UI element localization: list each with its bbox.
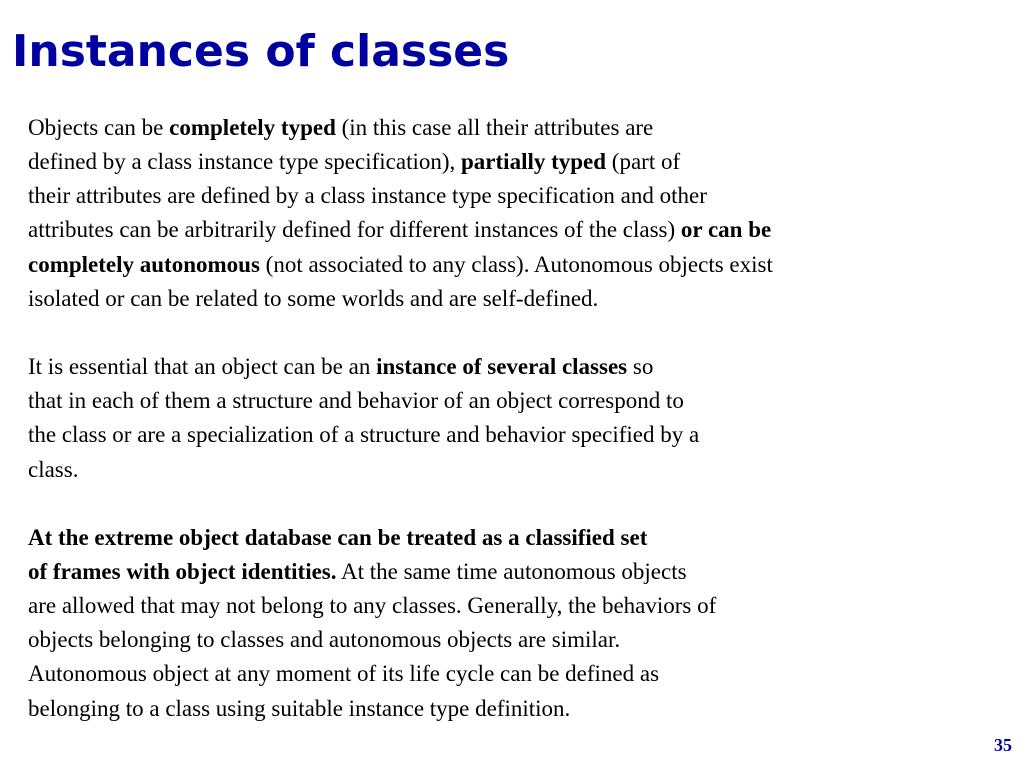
text-run: isolated or can be related to some worlds and are self-defined. <box>28 285 599 311</box>
text-run: (not associated to any class). Autonomous objects exist <box>259 251 773 277</box>
text-run: It is essential that an object can be an <box>28 354 377 380</box>
text-line <box>28 350 1008 384</box>
bold-text-run: instance of several classes <box>376 354 628 380</box>
bold-text-run: At the extreme object database can be treated as a classified set <box>28 524 648 550</box>
bold-text-run: of frames with object identities. <box>28 559 337 584</box>
text-line <box>28 145 1008 179</box>
text-run: defined by a class instance type specification), <box>28 149 462 175</box>
text-line <box>28 248 1008 282</box>
text-line <box>28 111 1008 145</box>
slide-body <box>28 111 1008 726</box>
text-run: Objects can be <box>28 115 170 140</box>
text-line <box>28 418 1008 452</box>
text-line <box>28 692 1008 726</box>
text-run: that in each of them a structure and behavior of an object correspond to <box>28 388 684 414</box>
text-run: (in this case all their attributes are <box>335 115 654 140</box>
text-run: belonging to a class using suitable instance type definition. <box>28 695 571 721</box>
text-line <box>28 282 1008 316</box>
paragraph <box>28 350 1008 487</box>
text-line <box>28 521 1008 555</box>
text-run: Autonomous object at any moment of its life cycle can be defined as <box>28 661 660 687</box>
text-line <box>28 623 1008 657</box>
text-run: At the same time autonomous objects <box>336 559 687 584</box>
bold-text-run: or can be <box>680 217 772 243</box>
text-run: (part of <box>606 149 681 175</box>
text-run: objects belonging to classes and autonomous objects are similar. <box>28 627 621 653</box>
text-run: so <box>627 354 654 380</box>
text-line <box>28 453 1008 487</box>
paragraph <box>28 521 1008 726</box>
text-line <box>28 384 1008 418</box>
text-line <box>28 589 1008 623</box>
text-run: the class or are a specialization of a structure and behavior specified by a <box>28 422 700 448</box>
text-run: attributes can be arbitrarily defined for different instances of the class) <box>28 217 681 243</box>
text-run: their attributes are defined by a class instance type specification and other <box>28 183 707 209</box>
text-run: class. <box>28 456 79 482</box>
bold-text-run: completely typed <box>169 115 336 140</box>
page-number: 35 <box>994 735 1012 755</box>
slide-title: Instances of classes <box>12 26 510 77</box>
text-line <box>28 213 1008 247</box>
text-run: are allowed that may not belong to any classes. Generally, the behaviors of <box>28 593 717 619</box>
text-line <box>28 555 1008 589</box>
text-line <box>28 179 1008 213</box>
paragraph <box>28 111 1008 316</box>
bold-text-run: partially typed <box>461 149 607 175</box>
text-line <box>28 657 1008 691</box>
bold-text-run: completely autonomous <box>28 251 260 277</box>
